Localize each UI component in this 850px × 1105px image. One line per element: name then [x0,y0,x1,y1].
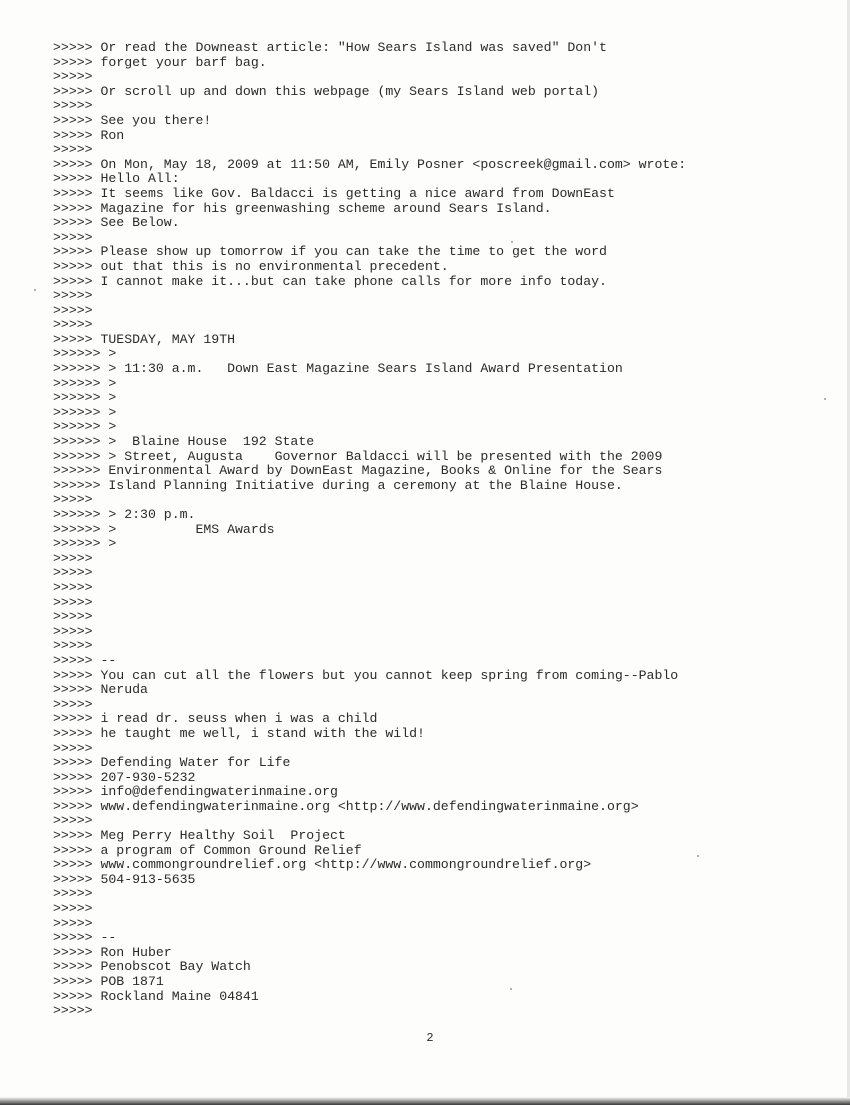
text-line: >>>>> [53,98,93,114]
text-line: >>>>> [53,594,93,610]
text-line: >>>>> 504-913-5635 [53,871,196,887]
text-line: >>>>> out that this is no environmental precedent. [53,258,449,274]
text-line: >>>>> [53,886,93,902]
text-line: >>>>> a program of Common Ground Relief [53,842,362,858]
scan-speck [34,289,36,291]
text-line: >>>>> [53,565,93,581]
text-line: >>>>> Or scroll up and down this webpage (my Sears Island web portal) [53,83,600,99]
text-line: >>>>> See you there! [53,112,212,128]
text-line: >>>>> forget your barf bag. [53,54,267,70]
text-line: >>>>> Please show up tomorrow if you can take the time to get the word [53,244,607,260]
text-line: >>>>>> > 2:30 p.m. [53,507,196,522]
text-line: >>>>> www.defendingwaterinmaine.org <http://www.defendingwaterinmaine.org> [53,798,639,814]
text-line: >>>>> -- [53,930,117,946]
text-line: >>>>> [53,813,93,829]
text-line: >>>>> [53,1003,93,1019]
text-line: >>>>> Ron Huber [53,944,172,960]
text-line: >>>>>> > Blaine House 192 State [53,434,315,450]
text-line: >>>>>> > [53,419,117,435]
text-line: >>>>> Hello All: [53,171,180,187]
scan-speck [824,398,826,400]
page-number: 2 [426,1031,434,1045]
text-line: >>>>>> > [53,375,117,391]
text-line: >>>>>> > [53,346,117,362]
text-line: >>>>> [53,317,93,333]
text-line: >>>>> Magazine for his greenwashing scheme around Sears Island. [53,200,552,216]
text-line: >>>>> info@defendingwaterinmaine.org [53,784,338,800]
text-line: >>>>> [53,740,93,756]
text-line: >>>>> [53,623,93,639]
text-line: >>>>> It seems like Gov. Baldacci is getting a nice award from DownEast [53,185,615,201]
text-line: >>>>>> > [53,404,117,420]
text-line: >>>>> [53,579,93,595]
scan-edge-bottom [0,1097,850,1105]
text-line: >>>>> TUESDAY, MAY 19TH [53,331,236,347]
text-line: >>>>> See Below. [53,215,180,231]
scan-speck [510,988,512,990]
text-line: >>>>> [53,696,93,712]
text-line: >>>>>> Island Planning Initiative during a ceremony at the Blaine House. [53,477,623,493]
text-line: >>>>> Rockland Maine 04841 [53,988,259,1004]
text-line: >>>>> [53,901,93,917]
text-line: >>>>> Neruda [53,682,148,698]
text-line: >>>>> You can cut all the flowers but you cannot keep spring from coming--Pablo [53,667,679,683]
text-line: >>>>>> > Street, Augusta Governor Baldacci will be presented with the 2009 [53,448,663,464]
text-line: >>>>> [53,638,93,654]
text-line: >>>>>> > [53,536,117,552]
scan-speck [697,855,699,857]
text-line: >>>>> [53,550,93,566]
text-line: >>>>> [53,142,93,158]
text-line: >>>>> [53,69,93,85]
text-line: >>>>>> > EMS Awards [53,521,275,537]
text-line: >>>>> On Mon, May 18, 2009 at 11:50 AM, Emily Posner <poscreek@gmail.com> wrote: [53,156,687,172]
text-line: >>>>> he taught me well, i stand with the wild! [53,725,425,741]
text-line: >>>>> [53,609,93,625]
text-line: >>>>> [53,915,93,931]
text-line: >>>>> Defending Water for Life [53,755,291,771]
text-line: >>>>> Or read the Downeast article: "How Sears Island was saved" Don't [53,40,607,55]
text-line: >>>>> Meg Perry Healthy Soil Project [53,828,346,844]
text-line: >>>>> -- [53,652,117,668]
text-line: >>>>> www.commongroundrelief.org <http://www.commongroundrelief.org> [53,857,592,873]
text-line: >>>>> i read dr. seuss when i was a child [53,711,378,727]
text-line: >>>>> Ron [53,127,125,143]
text-line: >>>>>> > 11:30 a.m. Down East Magazine Sears Island Award Presentation [53,361,623,377]
text-line: >>>>>> Environmental Award by DownEast Magazine, Books & Online for the Sears [53,463,663,479]
text-line: >>>>> Penobscot Bay Watch [53,959,251,975]
text-line: >>>>> [53,288,93,304]
email-thread-body [53,41,833,1019]
text-line: >>>>>> > [53,390,117,406]
text-line: >>>>> 207-930-5232 [53,769,196,785]
scan-speck [511,241,513,243]
text-line: >>>>> [53,302,93,318]
text-line: >>>>> [53,492,93,508]
text-line: >>>>> [53,229,93,245]
text-line: >>>>> I cannot make it...but can take phone calls for more info today. [53,273,607,289]
text-line: >>>>> POB 1871 [53,974,164,989]
